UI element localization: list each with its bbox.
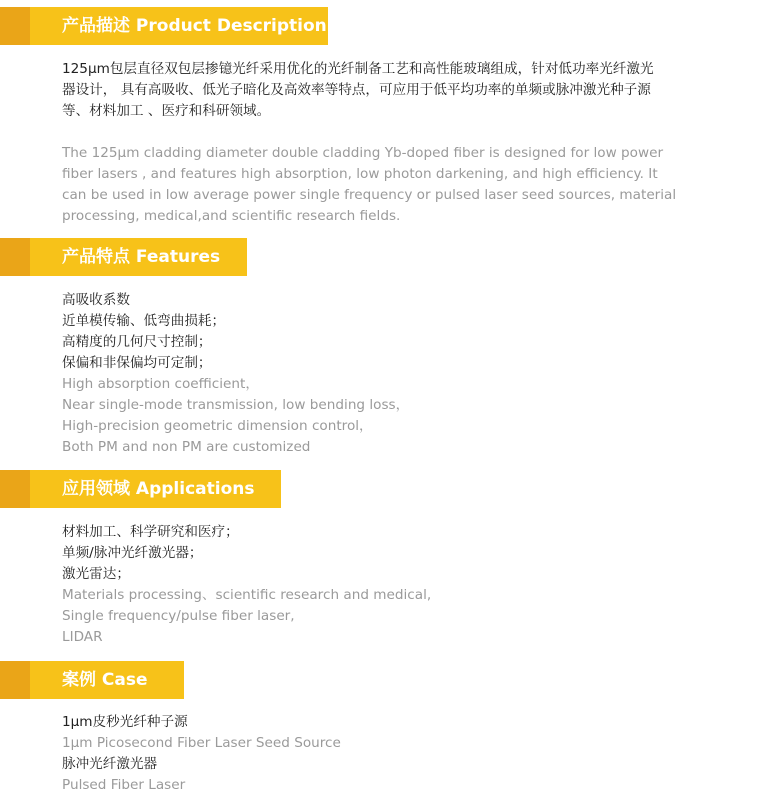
features-en-line: High absorption coefficient， bbox=[62, 376, 259, 392]
description-cn-line: 器设计， 具有高吸收、低光子暗化及高效率等特点，可应用于低平均功率的单频或脉冲激光种子源 bbox=[62, 82, 651, 98]
header-accent-block bbox=[0, 238, 30, 276]
features-cn-line: 近单模传输、低弯曲损耗； bbox=[62, 313, 226, 329]
features-en-line: Both PM and non PM are customized bbox=[62, 439, 311, 455]
applications-en-line: Single frequency/pulse fiber laser, bbox=[62, 608, 295, 624]
applications-cn-line: 激光雷达； bbox=[62, 566, 130, 582]
description-en-line: The 125μm cladding diameter double cladding Yb-doped fiber is designed for low power bbox=[62, 145, 664, 161]
section-title-applications: 应用领域 Applications bbox=[30, 470, 281, 508]
case-item: 脉冲光纤激光器 bbox=[62, 756, 158, 772]
description-en-line: fiber lasers , and features high absorption, low photon darkening, and high efficiency. It bbox=[62, 166, 658, 182]
case-item: Pulsed Fiber Laser bbox=[62, 777, 186, 793]
section-title-case: 案例 Case bbox=[30, 661, 184, 699]
section-title-description: 产品描述 Product Description bbox=[30, 7, 328, 45]
description-en-line: can be used in low average power single frequency or pulsed laser seed sources, material bbox=[62, 187, 677, 203]
description-cn-line: 等、材料加工 、医疗和科研领域。 bbox=[62, 103, 271, 119]
description-cn-line: 125μm包层直径双包层掺镱光纤采用优化的光纤制备工艺和高性能玻璃组成，针对低功率光纤激光 bbox=[62, 61, 654, 77]
features-en-line: Near single-mode transmission, low bending loss， bbox=[62, 397, 410, 413]
applications-en-line: LIDAR bbox=[62, 629, 103, 645]
features-cn-line: 高精度的几何尺寸控制； bbox=[62, 334, 212, 350]
case-item: 1μm皮秒光纤种子源 bbox=[62, 714, 188, 730]
applications-en-line: Materials processing、scientific research and medical, bbox=[62, 587, 432, 603]
header-accent-block bbox=[0, 470, 30, 508]
header-accent-block bbox=[0, 661, 30, 699]
features-cn-line: 保偏和非保偏均可定制； bbox=[62, 355, 212, 371]
case-item: 1μm Picosecond Fiber Laser Seed Source bbox=[62, 735, 341, 751]
applications-cn-line: 材料加工、科学研究和医疗； bbox=[62, 524, 239, 540]
section-title-features: 产品特点 Features bbox=[30, 238, 247, 276]
applications-cn-line: 单频/脉冲光纤激光器； bbox=[62, 545, 203, 561]
description-en-line: processing, medical,and scientific research fields. bbox=[62, 208, 401, 224]
features-en-line: High-precision geometric dimension control， bbox=[62, 418, 373, 434]
header-accent-block bbox=[0, 7, 30, 45]
features-cn-line: 高吸收系数 bbox=[62, 292, 130, 308]
